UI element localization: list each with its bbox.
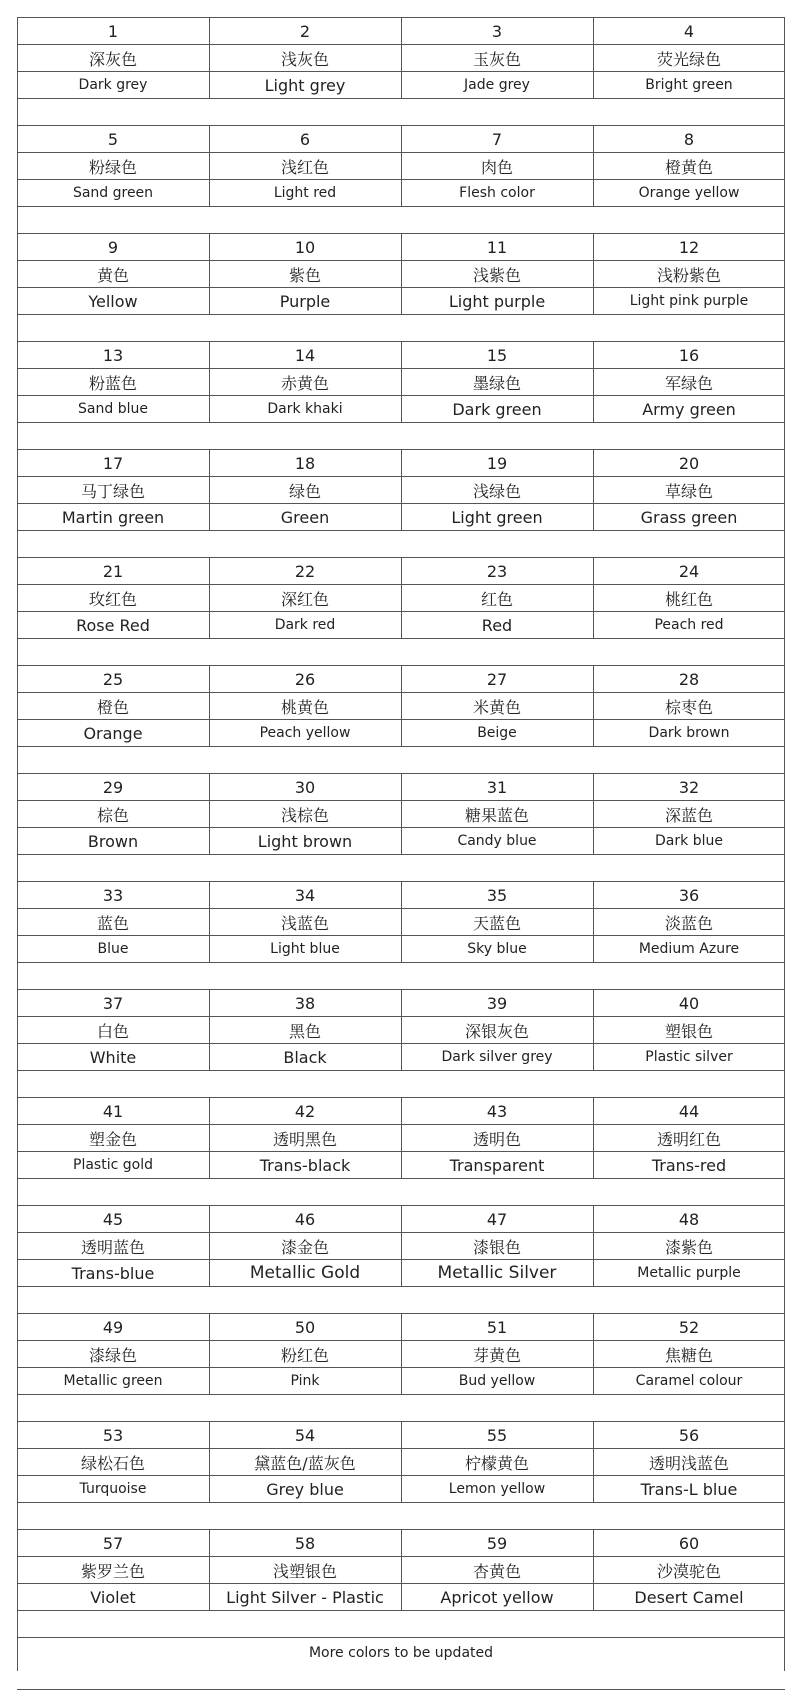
color-number: 60 — [678, 1533, 700, 1553]
color-name-english: Desert Camel — [634, 1587, 744, 1607]
color-name-english: Sand green — [72, 185, 154, 201]
color-number: 21 — [102, 561, 124, 581]
color-name-english: Light green — [451, 507, 543, 527]
color-name-chinese: 蓝色 — [96, 913, 129, 933]
color-name-chinese: 芽黄色 — [472, 1345, 521, 1365]
color-number: 23 — [486, 561, 508, 581]
table-rule — [17, 1502, 785, 1503]
color-name-english: Plastic silver — [645, 1049, 733, 1065]
color-name-english: Grass green — [640, 507, 738, 527]
color-number: 27 — [486, 669, 508, 689]
color-name-english: Transparent — [449, 1155, 545, 1175]
color-name-english: Yellow — [88, 291, 138, 311]
color-name-chinese: 透明浅蓝色 — [648, 1453, 729, 1473]
color-name-english: Dark brown — [648, 725, 730, 741]
color-name-chinese: 浅紫色 — [472, 265, 521, 285]
color-name-chinese: 粉绿色 — [88, 157, 137, 177]
color-name-chinese: 浅蓝色 — [280, 913, 329, 933]
color-number: 32 — [678, 777, 700, 797]
color-name-chinese: 柠檬黄色 — [464, 1453, 529, 1473]
color-number: 29 — [102, 777, 124, 797]
color-name-chinese: 玉灰色 — [472, 49, 521, 69]
color-number: 4 — [683, 21, 695, 41]
table-rule — [17, 530, 785, 531]
color-name-english: Green — [280, 507, 330, 527]
color-name-chinese: 糖果蓝色 — [464, 805, 529, 825]
color-name-chinese: 绿松石色 — [80, 1453, 145, 1473]
color-number: 15 — [486, 345, 508, 365]
color-name-chinese: 浅粉紫色 — [656, 265, 721, 285]
table-rule — [17, 962, 785, 963]
color-number: 58 — [294, 1533, 316, 1553]
color-name-chinese: 漆绿色 — [88, 1345, 137, 1365]
color-number: 46 — [294, 1209, 316, 1229]
color-name-chinese: 紫罗兰色 — [80, 1561, 145, 1581]
color-name-english: Violet — [90, 1587, 136, 1607]
color-chart-table — [17, 17, 785, 1671]
color-number: 36 — [678, 885, 700, 905]
color-number: 18 — [294, 453, 316, 473]
color-name-english: Orange — [83, 723, 143, 743]
color-name-english: Light red — [273, 185, 337, 201]
color-number: 49 — [102, 1317, 124, 1337]
color-name-chinese: 棕色 — [96, 805, 129, 825]
color-number: 53 — [102, 1425, 124, 1445]
color-number: 37 — [102, 993, 124, 1013]
color-name-english: White — [89, 1047, 137, 1067]
color-name-chinese: 焦糖色 — [664, 1345, 713, 1365]
color-name-chinese: 墨绿色 — [472, 373, 521, 393]
color-name-english: Dark red — [274, 617, 336, 633]
table-rule — [17, 1610, 785, 1611]
color-name-chinese: 透明红色 — [656, 1129, 721, 1149]
color-number: 55 — [486, 1425, 508, 1445]
color-number: 10 — [294, 237, 316, 257]
color-number: 33 — [102, 885, 124, 905]
color-name-chinese: 紫色 — [288, 265, 321, 285]
color-number: 28 — [678, 669, 700, 689]
color-name-english: Light pink purple — [629, 293, 749, 309]
color-name-english: Candy blue — [457, 833, 537, 849]
color-name-english: Orange yellow — [638, 185, 740, 201]
color-name-chinese: 天蓝色 — [472, 913, 521, 933]
color-name-chinese: 黄色 — [96, 265, 129, 285]
table-rule — [17, 98, 785, 99]
table-rule — [17, 422, 785, 423]
color-name-english: Lemon yellow — [448, 1481, 546, 1497]
color-name-chinese: 桃黄色 — [280, 697, 329, 717]
color-name-english: Apricot yellow — [440, 1587, 554, 1607]
color-name-english: Metallic green — [63, 1373, 163, 1389]
color-number: 12 — [678, 237, 700, 257]
table-rule — [17, 314, 785, 315]
color-name-english: Pink — [290, 1373, 320, 1389]
color-name-english: Light blue — [270, 941, 340, 957]
color-name-chinese: 黑色 — [288, 1021, 321, 1041]
color-number: 17 — [102, 453, 124, 473]
color-number: 26 — [294, 669, 316, 689]
color-number: 56 — [678, 1425, 700, 1445]
color-name-chinese: 漆银色 — [472, 1237, 521, 1257]
color-name-chinese: 橙黄色 — [664, 157, 713, 177]
color-name-chinese: 漆金色 — [280, 1237, 329, 1257]
color-name-chinese: 军绿色 — [664, 373, 713, 393]
color-number: 30 — [294, 777, 316, 797]
color-number: 25 — [102, 669, 124, 689]
color-number: 54 — [294, 1425, 316, 1445]
color-name-english: Trans-blue — [71, 1263, 155, 1283]
color-name-english: Dark green — [452, 399, 542, 419]
color-name-english: Trans-black — [259, 1155, 351, 1175]
color-name-chinese: 橙色 — [96, 697, 129, 717]
color-name-chinese: 浅塑银色 — [272, 1561, 337, 1581]
color-name-english: Dark khaki — [267, 401, 343, 417]
color-number: 52 — [678, 1317, 700, 1337]
color-name-english: Blue — [97, 941, 129, 957]
table-rule — [17, 638, 785, 639]
color-name-english: Rose Red — [76, 615, 150, 635]
color-number: 16 — [678, 345, 700, 365]
color-name-english: Metallic purple — [637, 1265, 741, 1281]
color-number: 8 — [683, 129, 695, 149]
color-name-chinese: 绿色 — [288, 481, 321, 501]
color-number: 39 — [486, 993, 508, 1013]
color-name-chinese: 浅绿色 — [472, 481, 521, 501]
color-number: 38 — [294, 993, 316, 1013]
color-name-english: Black — [283, 1047, 327, 1067]
color-name-chinese: 淡蓝色 — [664, 913, 713, 933]
color-number: 42 — [294, 1101, 316, 1121]
color-number: 20 — [678, 453, 700, 473]
table-rule — [17, 1178, 785, 1179]
table-rule — [17, 1286, 785, 1287]
color-name-chinese: 玫红色 — [88, 589, 137, 609]
color-number: 51 — [486, 1317, 508, 1337]
table-rule — [17, 854, 785, 855]
color-name-english: Grey blue — [266, 1479, 344, 1499]
color-number: 44 — [678, 1101, 700, 1121]
color-number: 40 — [678, 993, 700, 1013]
color-name-chinese: 透明黑色 — [272, 1129, 337, 1149]
table-rule — [17, 1070, 785, 1071]
color-name-chinese: 白色 — [96, 1021, 129, 1041]
color-name-chinese: 浅红色 — [280, 157, 329, 177]
color-name-english: Dark grey — [78, 77, 148, 93]
color-name-chinese: 深红色 — [280, 589, 329, 609]
color-name-english: Bud yellow — [458, 1373, 536, 1389]
color-name-chinese: 深灰色 — [88, 49, 137, 69]
color-number: 50 — [294, 1317, 316, 1337]
table-rule — [17, 1637, 785, 1638]
table-rule — [17, 1394, 785, 1395]
color-number: 9 — [107, 237, 119, 257]
color-number: 1 — [107, 21, 119, 41]
color-name-chinese: 漆紫色 — [664, 1237, 713, 1257]
color-name-chinese: 浅灰色 — [280, 49, 329, 69]
color-name-chinese: 米黄色 — [472, 697, 521, 717]
color-name-chinese: 杏黄色 — [472, 1561, 521, 1581]
color-number: 24 — [678, 561, 700, 581]
color-name-chinese: 透明色 — [472, 1129, 521, 1149]
color-number: 45 — [102, 1209, 124, 1229]
color-number: 35 — [486, 885, 508, 905]
color-number: 47 — [486, 1209, 508, 1229]
color-name-chinese: 塑银色 — [664, 1021, 713, 1041]
color-name-english: Metallic Gold — [249, 1263, 361, 1283]
color-name-english: Dark blue — [655, 833, 723, 849]
color-name-english: Light grey — [264, 75, 346, 95]
color-number: 7 — [491, 129, 503, 149]
color-number: 22 — [294, 561, 316, 581]
color-number: 19 — [486, 453, 508, 473]
color-name-english: Dark silver grey — [441, 1049, 553, 1065]
color-name-chinese: 荧光绿色 — [656, 49, 721, 69]
color-name-english: Bright green — [645, 77, 733, 93]
color-name-english: Light purple — [448, 291, 546, 311]
color-name-chinese: 肉色 — [480, 157, 513, 177]
color-name-chinese: 赤黄色 — [280, 373, 329, 393]
color-name-english: Trans-L blue — [640, 1479, 738, 1499]
color-number: 34 — [294, 885, 316, 905]
color-name-english: Purple — [279, 291, 331, 311]
color-name-english: Beige — [477, 725, 517, 741]
color-name-english: Trans-red — [651, 1155, 727, 1175]
color-name-chinese: 透明蓝色 — [80, 1237, 145, 1257]
color-name-english: Peach red — [654, 617, 724, 633]
color-name-chinese: 桃红色 — [664, 589, 713, 609]
color-name-english: Turquoise — [79, 1481, 147, 1497]
color-number: 3 — [491, 21, 503, 41]
color-number: 6 — [299, 129, 311, 149]
color-number: 57 — [102, 1533, 124, 1553]
color-name-english: Plastic gold — [73, 1157, 153, 1173]
color-name-english: Medium Azure — [638, 941, 740, 957]
color-number: 14 — [294, 345, 316, 365]
color-name-chinese: 深蓝色 — [664, 805, 713, 825]
color-name-chinese: 马丁绿色 — [80, 481, 145, 501]
color-name-english: Flesh color — [459, 185, 535, 201]
color-name-english: Metallic Silver — [437, 1263, 557, 1283]
color-name-english: Brown — [87, 831, 139, 851]
color-name-chinese: 草绿色 — [664, 481, 713, 501]
color-name-chinese: 红色 — [480, 589, 513, 609]
color-name-chinese: 粉红色 — [280, 1345, 329, 1365]
color-name-english: Martin green — [61, 507, 165, 527]
color-name-english: Red — [481, 615, 513, 635]
color-number: 31 — [486, 777, 508, 797]
color-number: 13 — [102, 345, 124, 365]
color-name-english: Jade grey — [464, 77, 530, 93]
color-name-english: Caramel colour — [635, 1373, 743, 1389]
color-name-english: Army green — [642, 399, 736, 419]
color-number: 48 — [678, 1209, 700, 1229]
color-name-chinese: 黛蓝色/蓝灰色 — [254, 1453, 356, 1473]
color-name-english: Sand blue — [78, 401, 148, 417]
color-name-chinese: 粉蓝色 — [88, 373, 137, 393]
color-name-chinese: 棕枣色 — [664, 697, 713, 717]
color-number: 41 — [102, 1101, 124, 1121]
color-name-chinese: 浅棕色 — [280, 805, 329, 825]
color-name-chinese: 塑金色 — [88, 1129, 137, 1149]
color-number: 11 — [486, 237, 508, 257]
color-name-english: Sky blue — [467, 941, 527, 957]
color-name-english: Light Silver - Plastic — [226, 1587, 384, 1607]
color-number: 43 — [486, 1101, 508, 1121]
color-name-chinese: 深银灰色 — [464, 1021, 529, 1041]
table-rule — [17, 206, 785, 207]
color-number: 5 — [107, 129, 119, 149]
color-name-english: Peach yellow — [259, 725, 351, 741]
color-name-english: Light brown — [257, 831, 353, 851]
color-name-chinese: 沙漠驼色 — [656, 1561, 721, 1581]
footer-note: More colors to be updated — [308, 1645, 494, 1661]
table-rule — [17, 746, 785, 747]
color-number: 59 — [486, 1533, 508, 1553]
color-number: 2 — [299, 21, 311, 41]
